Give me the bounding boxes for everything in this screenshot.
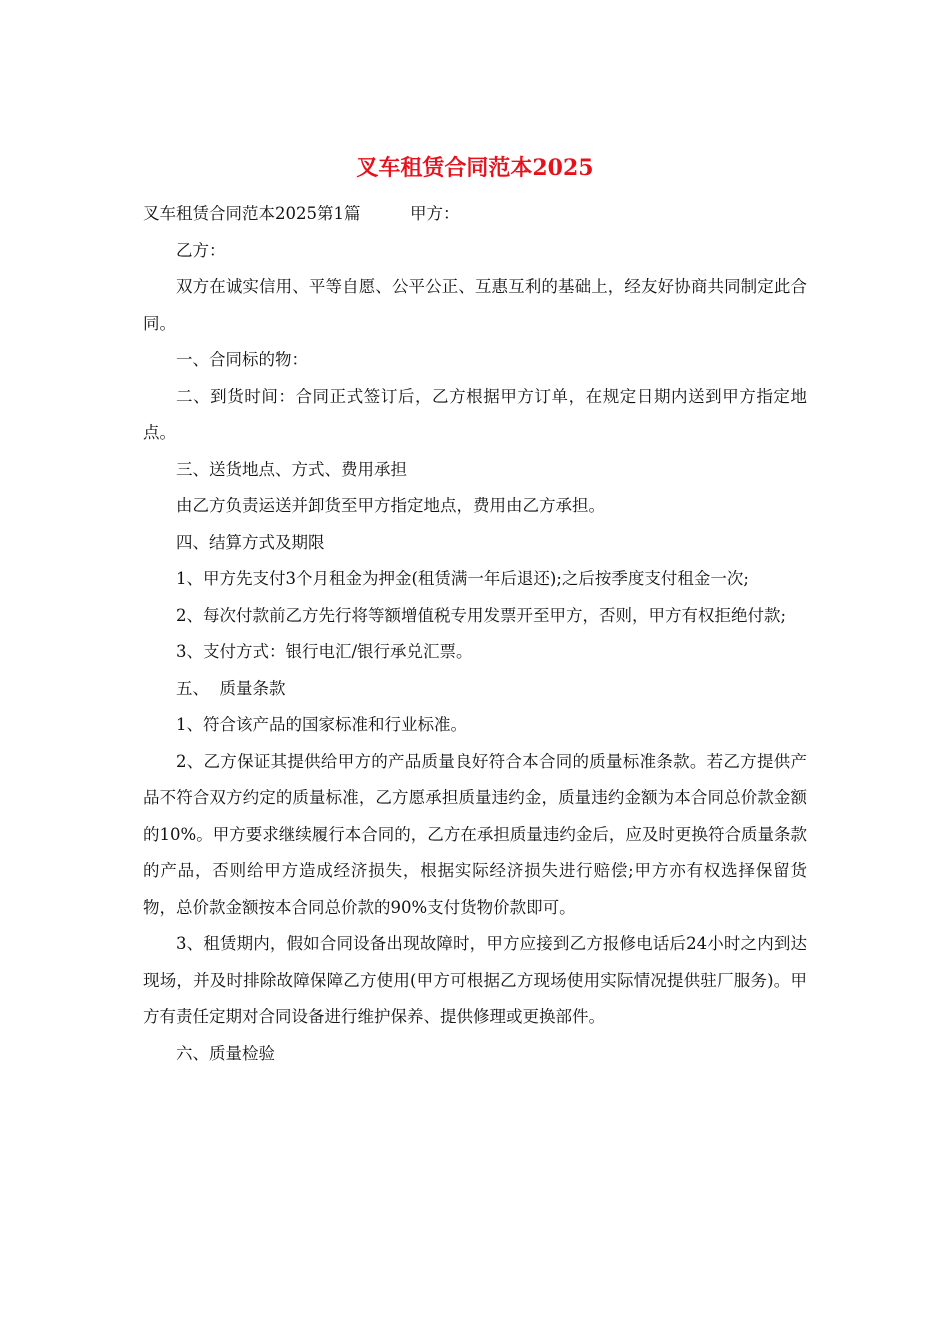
- section-heading-1: 一、合同标的物：: [176, 350, 308, 369]
- clause-5-3: 3、租赁期内，假如合同设备出现故障时，甲方应接到乙方报修电话后24小时之内到达现场，并及时排除故障保障乙方使用(甲方可根据乙方现场使用实际情况提供驻厂服务)。甲方有责任定期对合同设备进行维护保养、提供修理或更换部件。: [143, 934, 807, 1026]
- clause-4-2: 2、每次付款前乙方先行将等额增值税专用发票开至甲方，否则，甲方有权拒绝付款;: [176, 605, 787, 625]
- heading-line: [143, 196, 807, 233]
- paragraph-delivery: 由乙方负责运送并卸货至甲方指定地点，费用由乙方承担。: [176, 496, 605, 515]
- section-heading-3: 三、送货地点、方式、费用承担: [176, 459, 407, 479]
- heading-line-left: 叉车租赁合同范本2025第1篇: [143, 204, 361, 223]
- paragraph-preamble: 双方在诚实信用、平等自愿、公平公正、互惠互利的基础上，经友好协商共同制定此合同。: [143, 277, 807, 333]
- contract-body: [143, 196, 807, 1072]
- section-heading-6: 六、质量检验: [176, 1043, 275, 1063]
- document-title: 叉车租赁合同范本2025: [356, 155, 594, 181]
- heading-line-right: 甲方：: [410, 204, 460, 223]
- clause-5-1: 1、符合该产品的国家标准和行业标准。: [176, 715, 467, 734]
- paragraph-party-b: 乙方：: [176, 240, 226, 260]
- clause-4-1: 1、甲方先支付3个月租金为押金(租赁满一年后退还);之后按季度支付租金一次;: [176, 569, 749, 588]
- section-heading-5: 五、 质量条款: [176, 678, 286, 698]
- clause-5-2: 2、乙方保证其提供给甲方的产品质量良好符合本合同的质量标准条款。若乙方提供产品不符合双方约定的质量标准，乙方愿承担质量违约金，质量违约金额为本合同总价款金额的10%。甲方要求继续履行本合同的，乙方在承担质量违约金后，应及时更换符合质量条款的产品，否则给甲方造成经济损失，根据实际经济损失进行赔偿;甲方亦有权选择保留货物，总价款金额按本合同总价款的90%支付货物价款即可。: [143, 751, 807, 917]
- section-heading-4: 四、结算方式及期限: [176, 532, 325, 552]
- section-heading-2: 二、到货时间：合同正式签订后，乙方根据甲方订单，在规定日期内送到甲方指定地点。: [143, 386, 807, 442]
- clause-4-3: 3、支付方式：银行电汇/银行承兑汇票。: [176, 642, 473, 661]
